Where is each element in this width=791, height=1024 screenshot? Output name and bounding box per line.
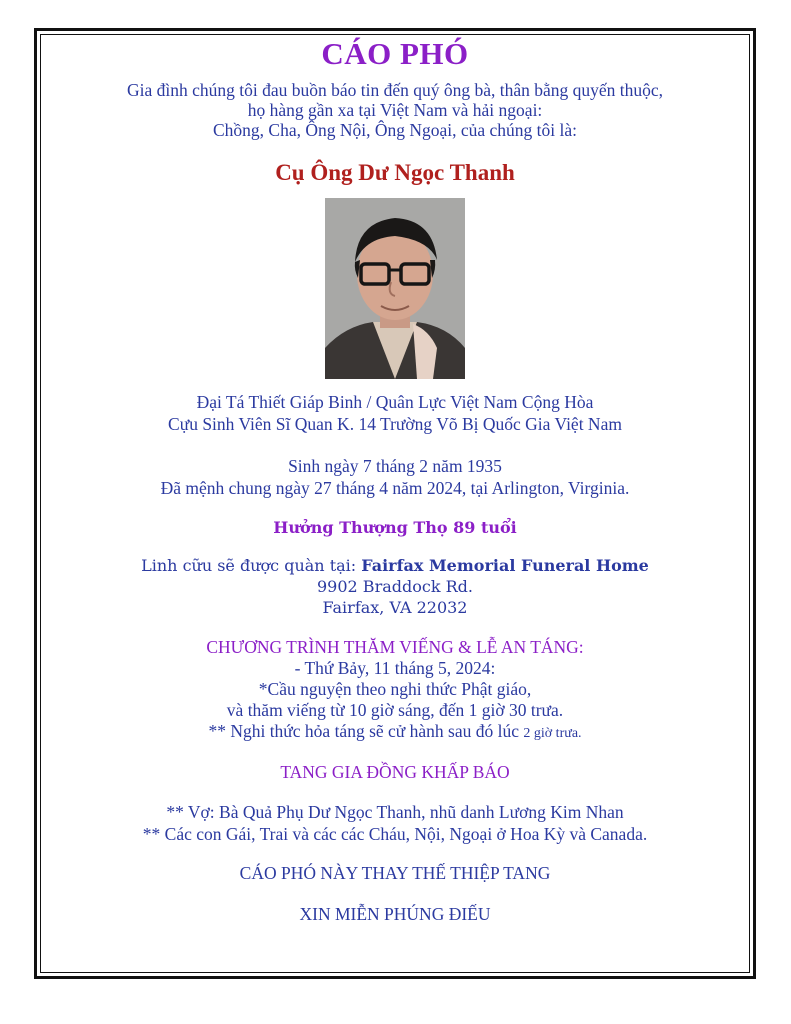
deceased-name: Cụ Ông Dư Ngọc Thanh [275, 160, 515, 185]
program-details [40, 658, 750, 744]
intro-line: họ hàng gần xa tại Việt Nam và hải ngoại: [247, 100, 543, 120]
intro-text [40, 80, 750, 140]
venue-name: Fairfax Memorial Funeral Home [361, 556, 649, 575]
venue-city: Fairfax, VA 22032 [322, 598, 468, 617]
life-dates [40, 455, 750, 499]
relatives-list [40, 801, 750, 845]
family-notice: TANG GIA ĐỒNG KHẤP BÁO [280, 762, 510, 782]
program-prayer: *Cầu nguyện theo nghi thức Phật giáo, [258, 679, 532, 699]
funeral-venue [40, 555, 750, 618]
intro-line: Gia đình chúng tôi đau buồn báo tin đến quý ông bà, thân bằng quyến thuộc, [126, 80, 664, 100]
program-title: CHƯƠNG TRÌNH THĂM VIẾNG & LỄ AN TÁNG: [206, 637, 584, 657]
rank-line: Đại Tá Thiết Giáp Binh / Quân Lực Việt Nam Cộng Hòa [196, 392, 594, 412]
venue-prefix: Linh cữu sẽ được quàn tại: [141, 556, 362, 575]
program-cremation [40, 721, 750, 744]
intro-line: Chồng, Cha, Ông Nội, Ông Ngoại, của chúng tôi là: [212, 120, 578, 140]
closing-request: XIN MIỄN PHÚNG ĐIẾU [299, 904, 491, 924]
closing-notice: CÁO PHÓ NÀY THAY THẾ THIỆP TANG [239, 863, 551, 883]
program-visit: và thăm viếng từ 10 giờ sáng, đến 1 giờ 30 trưa. [226, 700, 564, 720]
birth-date: Sinh ngày 7 tháng 2 năm 1935 [288, 456, 502, 476]
venue-street: 9902 Braddock Rd. [317, 577, 473, 596]
portrait-illustration [325, 198, 465, 379]
cremation-text: ** Nghi thức hỏa táng sẽ cử hành sau đó lúc [208, 721, 524, 741]
rank-line: Cựu Sinh Viên Sĩ Quan K. 14 Trường Võ Bị Quốc Gia Việt Nam [168, 414, 622, 434]
portrait-photo [325, 198, 465, 379]
military-rank [40, 391, 750, 435]
obituary-notice [40, 34, 750, 925]
death-date: Đã mệnh chung ngày 27 tháng 4 năm 2024, tại Arlington, Virginia. [160, 478, 630, 498]
relative-line: ** Các con Gái, Trai và các các Cháu, Nội, Ngoại ở Hoa Kỳ và Canada. [142, 824, 648, 844]
age-text: Hưởng Thượng Thọ 89 tuổi [273, 518, 517, 537]
cremation-time: 2 giờ trưa. [523, 726, 582, 741]
venue-line [40, 555, 750, 576]
relative-line: ** Vợ: Bà Quả Phụ Dư Ngọc Thanh, nhũ danh Lương Kim Nhan [166, 802, 624, 822]
page-title: CÁO PHÓ [321, 36, 469, 71]
program-date: - Thứ Bảy, 11 tháng 5, 2024: [294, 658, 496, 678]
